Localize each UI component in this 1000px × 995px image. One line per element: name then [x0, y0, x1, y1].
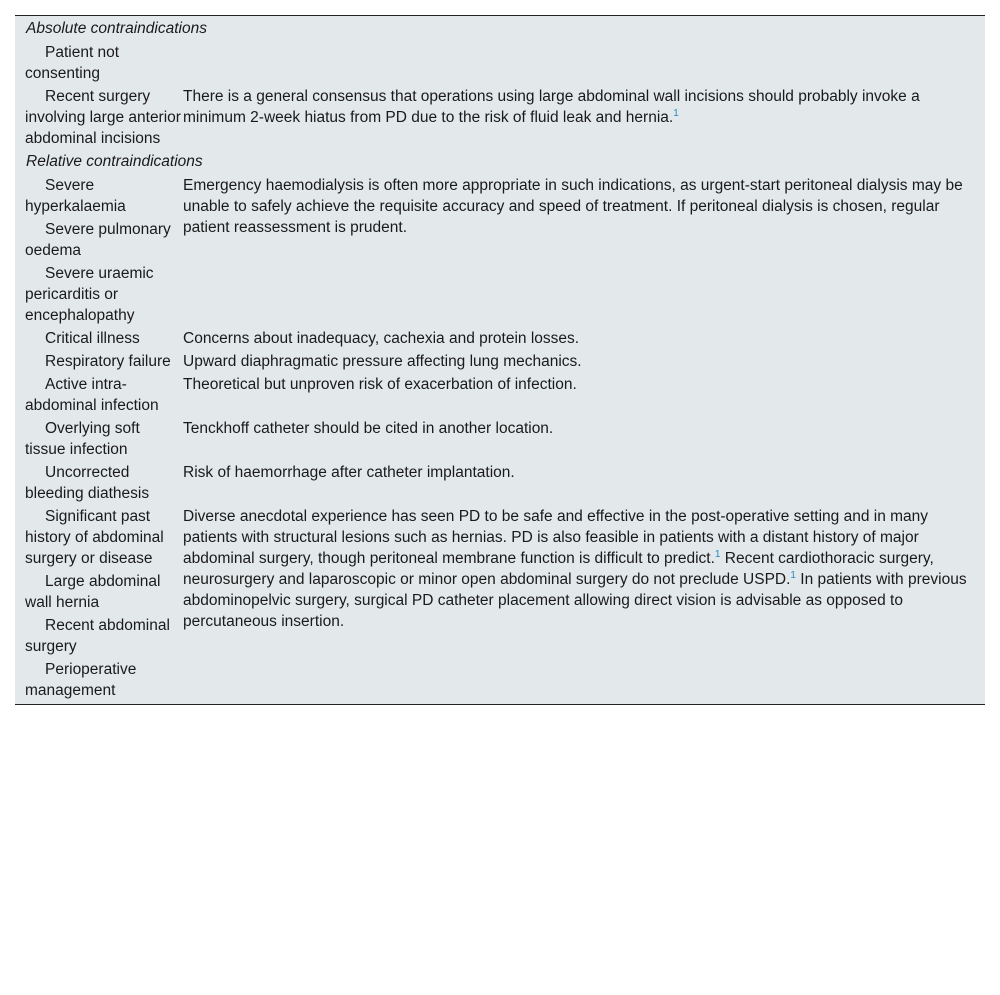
citation-ref[interactable]: 1	[714, 548, 721, 560]
section-heading-row	[15, 149, 985, 173]
row-label: Significant past history of abdominal surgery or disease	[25, 508, 164, 567]
row-label: Respiratory failure	[45, 353, 171, 370]
section-heading-row	[15, 16, 985, 40]
table-row	[15, 84, 985, 149]
row-label: Severe pulmonary oedema	[25, 221, 171, 259]
row-label: Recent surgery involving large anterior abdominal incisions	[25, 88, 181, 147]
table-row	[15, 326, 985, 349]
table-row	[15, 460, 985, 504]
row-label: Severe hyperkalaemia	[25, 177, 126, 215]
row-label: Patient not consenting	[25, 44, 120, 82]
table-row	[15, 416, 985, 460]
row-label: Severe uraemic pericarditis or encephalopathy	[25, 265, 154, 324]
row-text: Risk of haemorrhage after catheter implantation.	[183, 464, 515, 481]
row-text	[183, 40, 985, 84]
row-text: There is a general consensus that operations using large abdominal wall incisions should probably invoke a minimum 2-week hiatus from PD due to the risk of fluid leak and hernia.$^1$	[183, 88, 920, 126]
row-label: Large abdominal wall hernia	[25, 573, 161, 611]
table-row	[15, 504, 985, 569]
section-heading-relative: Relative contraindications	[26, 153, 203, 170]
row-text: Upward diaphragmatic pressure affecting lung mechanics.	[183, 353, 582, 370]
citation-ref[interactable]: 1	[790, 569, 796, 581]
row-text: Emergency haemodialysis is often more appropriate in such indications, as urgent-start peritoneal dialysis may be unable to safely achieve the requisite accuracy and speed of treatment. If peritoneal dialysis is chosen, regular patient reassessment is prudent.	[183, 177, 963, 236]
row-label: Recent abdominal surgery	[25, 617, 170, 655]
contraindications-table	[15, 15, 985, 705]
row-text: Diverse anecdotal experience has seen PD to be safe and effective in the post-operative setting and in many patients with structural lesions such as hernias. PD is also feasible in patients with a distant history of major abdominal surgery, though peritoneal membrane function is difficult to predict.$^1$ Recent cardiothoracic surgery, neurosurgery and laparoscopic or minor open abdominal surgery do not preclude USPD.$^1$ In patients with previous abdominopelvic surgery, surgical PD catheter placement allowing direct vision is advisable as opposed to percutaneous insertion.	[183, 508, 967, 630]
row-text: Theoretical but unproven risk of exacerbation of infection.	[183, 376, 577, 393]
row-label: Overlying soft tissue infection	[25, 420, 140, 458]
row-text: Concerns about inadequacy, cachexia and protein losses.	[183, 330, 580, 347]
row-label: Perioperative management	[25, 661, 137, 699]
row-label: Uncorrected bleeding diathesis	[25, 464, 150, 502]
table-row	[15, 372, 985, 416]
table-row	[15, 349, 985, 372]
table-row	[15, 173, 985, 217]
table-row	[15, 40, 985, 84]
row-label: Active intra-abdominal infection	[25, 376, 159, 414]
row-text: Tenckhoff catheter should be cited in another location.	[183, 420, 554, 437]
citation-ref[interactable]: 1	[673, 107, 679, 119]
row-label: Critical illness	[45, 330, 140, 347]
section-heading-absolute: Absolute contraindications	[26, 20, 207, 37]
